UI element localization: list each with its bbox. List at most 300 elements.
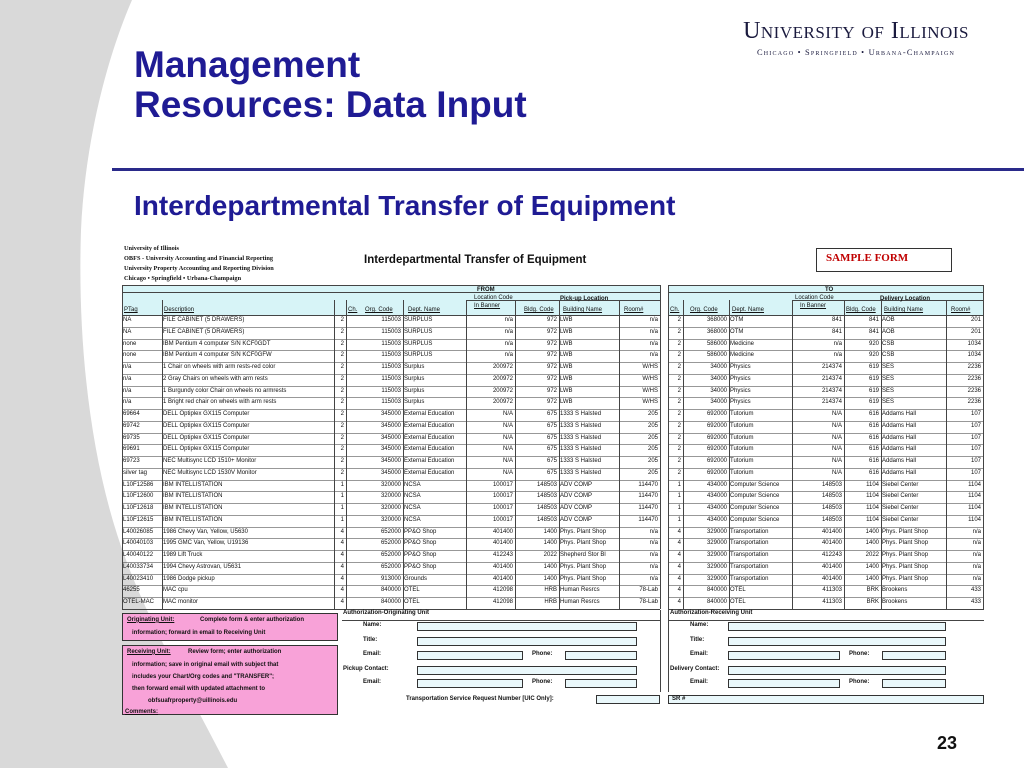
table-cell: 412243: [821, 552, 842, 558]
table-cell: 4: [340, 540, 344, 547]
table-cell: 1333 S Halsted: [560, 446, 602, 453]
table-cell: 2: [340, 399, 344, 406]
phone-label: Phone:: [532, 650, 553, 657]
receiving-instruction-text: includes your Chart/Org codes and "TRANSFER";: [132, 673, 275, 680]
table-cell: IBM Pentium 4 computer S/N KCF0GDT: [163, 340, 271, 347]
table-cell: 114470: [638, 493, 658, 500]
table-cell: 675: [546, 411, 557, 417]
table-cell: Addams Hall: [882, 411, 917, 417]
column-header-room: Room#: [951, 307, 971, 313]
table-cell: Tutorium: [730, 434, 754, 441]
table-cell: 4: [340, 563, 344, 570]
table-cell: 368000: [706, 317, 727, 323]
table-cell: n/a: [123, 387, 132, 394]
table-cell: SURPLUS: [404, 340, 433, 347]
table-cell: 2: [340, 434, 344, 441]
table-cell: 434000: [706, 493, 727, 500]
table-cell: 1: [340, 481, 344, 488]
page-number: 23: [937, 733, 958, 753]
org-line: University of Illinois: [124, 245, 179, 252]
table-cell: 107: [970, 411, 981, 417]
table-cell: HRB: [544, 587, 557, 594]
table-cell: 2: [677, 352, 681, 359]
table-cell: OTEL: [730, 587, 746, 594]
table-cell: 2: [340, 446, 344, 453]
table-cell: 972: [546, 387, 557, 394]
originating-instruction-label: Originating Unit:: [127, 616, 175, 623]
table-cell: N/A: [831, 469, 842, 476]
table-cell: 1333 S Halsted: [560, 469, 602, 476]
table-cell: 411303: [822, 599, 842, 605]
table-cell: 652000: [380, 563, 401, 570]
table-cell: 1 Bright red chair on wheels with arm rests: [163, 399, 277, 406]
column-header-ch: Ch.: [670, 307, 680, 313]
column-header-dept-name: Dept. Name: [732, 307, 765, 313]
frame-rule: [983, 285, 984, 609]
table-cell: IBM INTELLISTATION: [163, 516, 223, 523]
table-cell: 345000: [380, 422, 401, 429]
table-cell: External Education: [404, 446, 455, 453]
table-cell: n/a: [504, 340, 513, 347]
table-cell: 2236: [967, 399, 981, 406]
table-cell: 368000: [706, 328, 727, 335]
table-cell: 692000: [706, 422, 727, 429]
table-cell: n/a: [649, 340, 658, 347]
table-cell: 433: [970, 599, 981, 605]
table-cell: 972: [546, 364, 557, 370]
table-cell: 652000: [380, 552, 401, 558]
table-cell: Shepherd Stor Bl: [560, 552, 606, 558]
table-cell: N/A: [502, 446, 513, 453]
table-cell: 2236: [967, 387, 981, 394]
table-cell: n/a: [123, 375, 132, 382]
frame-rule: [660, 285, 661, 609]
table-cell: Phys. Plant Shop: [882, 528, 929, 535]
table-cell: 107: [970, 446, 981, 453]
table-cell: n/a: [649, 352, 658, 359]
table-cell: AOB: [882, 328, 895, 335]
name-label: Name:: [690, 621, 709, 628]
table-cell: 1: [677, 493, 681, 500]
table-cell: Transportation: [730, 563, 769, 570]
table-cell: 2: [677, 458, 681, 464]
table-cell: 1104: [866, 516, 879, 523]
table-cell: DELL Optiplex GX115 Computer: [163, 411, 250, 417]
table-cell: Phys. Plant Shop: [560, 528, 607, 535]
table-cell: SURPLUS: [404, 317, 433, 323]
table-cell: 411303: [822, 587, 842, 594]
table-cell: 4: [677, 563, 681, 570]
table-cell: 2: [677, 469, 681, 476]
table-cell: Phys. Plant Shop: [560, 575, 607, 582]
table-cell: 2: [340, 317, 344, 323]
section-rule: [668, 610, 669, 692]
table-cell: 401400: [821, 528, 842, 535]
table-cell: 345000: [380, 411, 401, 417]
table-cell: ADV COMP: [560, 481, 593, 488]
table-cell: 329000: [706, 563, 727, 570]
table-cell: 412243: [492, 552, 513, 558]
table-cell: 100017: [492, 505, 513, 511]
table-cell: LWB: [560, 317, 573, 323]
table-cell: 69735: [123, 434, 140, 441]
table-cell: W/HS: [642, 399, 658, 406]
table-cell: 148503: [821, 505, 842, 511]
phone-label: Phone:: [532, 678, 553, 685]
table-cell: NCSA: [404, 493, 421, 500]
table-cell: 100017: [492, 481, 513, 488]
column-header-room: Room#: [624, 307, 644, 313]
table-cell: n/a: [972, 563, 981, 570]
table-cell: 652000: [380, 540, 401, 547]
table-cell: 148503: [536, 505, 557, 511]
table-cell: 1: [677, 516, 681, 523]
table-cell: 4: [677, 540, 681, 547]
table-cell: PP&O Shop: [404, 552, 437, 558]
email-label: Email:: [363, 678, 382, 685]
table-cell: 100017: [492, 516, 513, 523]
table-cell: 2: [677, 411, 681, 417]
table-cell: 2: [340, 422, 344, 429]
table-cell: L40026085: [123, 528, 154, 535]
section-rule: [342, 620, 660, 621]
table-cell: NEC Multisync LCD 1510+ Monitor: [163, 458, 257, 464]
table-cell: Siebel Center: [882, 493, 919, 500]
table-cell: 4: [340, 599, 344, 605]
table-cell: Surplus: [404, 387, 425, 394]
email-label: Email:: [690, 650, 709, 657]
table-cell: n/a: [649, 528, 658, 535]
table-cell: OTEL: [404, 599, 420, 605]
column-header-org-code: Org. Code: [690, 307, 718, 313]
table-cell: 329000: [706, 575, 727, 582]
table-cell: L40033734: [123, 563, 154, 570]
section-rule: [660, 610, 661, 692]
table-cell: 1034: [967, 340, 981, 347]
table-rule: [122, 292, 660, 293]
org-line: OBFS - University Accounting and Financial Reporting: [124, 255, 274, 262]
table-cell: 1 Chair on wheels with arm rests-red color: [163, 364, 276, 370]
table-cell: Phys. Plant Shop: [560, 563, 607, 570]
table-cell: 692000: [706, 446, 727, 453]
table-cell: 619: [868, 375, 879, 382]
table-cell: 2: [340, 469, 344, 476]
table-cell: SURPLUS: [404, 328, 433, 335]
table-cell: 972: [546, 399, 557, 406]
table-cell: 2: [677, 446, 681, 453]
table-cell: BRK: [866, 587, 879, 594]
table-cell: 115003: [381, 317, 401, 323]
table-cell: 205: [647, 446, 658, 453]
table-cell: 675: [546, 434, 557, 441]
table-cell: ADV COMP: [560, 516, 593, 523]
table-cell: 1104: [968, 481, 981, 488]
table-cell: Surplus: [404, 364, 425, 370]
table-cell: 2: [677, 328, 681, 335]
table-cell: 2: [340, 352, 344, 359]
table-cell: 107: [970, 422, 981, 429]
table-cell: HRB: [544, 599, 557, 605]
table-cell: DELL Optiplex GX115 Computer: [163, 434, 250, 441]
table-cell: N/A: [502, 422, 513, 429]
table-cell: 2: [340, 328, 344, 335]
table-cell: 1400: [543, 575, 557, 582]
table-cell: Transportation: [730, 575, 769, 582]
table-cell: n/a: [649, 575, 658, 582]
table-cell: n/a: [649, 317, 658, 323]
from-group-label: FROM: [477, 287, 495, 293]
table-cell: 586000: [706, 352, 727, 359]
table-cell: n/a: [833, 352, 842, 359]
table-cell: DELL Optiplex GX115 Computer: [163, 446, 250, 453]
location-code-label: In Banner: [800, 303, 827, 309]
transport-request-field: [596, 695, 660, 704]
table-cell: Human Resrcs: [560, 587, 600, 594]
table-cell: Human Resrcs: [560, 599, 600, 605]
location-code-label: Location Code: [795, 295, 834, 301]
table-cell: N/A: [831, 446, 842, 453]
table-cell: NCSA: [404, 516, 421, 523]
table-cell: Surplus: [404, 375, 425, 382]
table-cell: n/a: [972, 528, 981, 535]
table-cell: 412098: [492, 587, 513, 594]
table-cell: CSB: [882, 340, 895, 347]
table-cell: 78-Lab: [639, 599, 658, 605]
sr-number-label: SR #: [672, 695, 686, 702]
table-cell: BRK: [866, 599, 879, 605]
university-name: University of Illinois: [743, 18, 969, 44]
table-cell: 1333 S Halsted: [560, 411, 602, 417]
table-cell: IBM INTELLISTATION: [163, 481, 223, 488]
table-cell: 675: [546, 446, 557, 453]
column-header-building-name: Building Name: [884, 307, 924, 313]
table-cell: 1400: [543, 563, 557, 570]
table-cell: 200972: [492, 375, 513, 382]
table-cell: 840000: [380, 587, 401, 594]
table-cell: 329000: [706, 540, 727, 547]
table-cell: 201: [970, 328, 981, 335]
originating-instruction-text: information; forward in email to Receiving Unit: [132, 629, 266, 636]
table-cell: LWB: [560, 328, 573, 335]
table-cell: 401400: [821, 540, 842, 547]
table-cell: 200972: [492, 387, 513, 394]
table-cell: Brookens: [882, 587, 908, 594]
table-cell: 1333 S Halsted: [560, 458, 602, 464]
table-cell: MAC monitor: [163, 599, 199, 605]
table-cell: L10F12618: [123, 505, 154, 511]
slide-subtitle: Interdepartmental Transfer of Equipment: [134, 190, 676, 221]
table-cell: 345000: [380, 446, 401, 453]
table-cell: 4: [340, 587, 344, 594]
table-cell: Computer Science: [730, 505, 780, 511]
table-cell: Medicine: [730, 352, 755, 359]
table-cell: External Education: [404, 411, 455, 417]
table-cell: PP&O Shop: [404, 540, 437, 547]
table-cell: OTEL-MAC: [123, 599, 155, 605]
table-cell: External Education: [404, 469, 455, 476]
table-cell: 1034: [967, 352, 981, 359]
location-code-label: Location Code: [474, 295, 513, 301]
name-field: [417, 622, 637, 631]
table-cell: Tutorium: [730, 458, 754, 464]
column-header-dept-name: Dept. Name: [408, 307, 441, 313]
table-cell: n/a: [649, 552, 658, 558]
table-cell: OTM: [730, 317, 744, 323]
table-cell: 115003: [381, 364, 401, 370]
table-cell: 205: [647, 434, 658, 441]
table-cell: N/A: [831, 458, 842, 464]
column-header-ch: Ch.: [348, 307, 358, 313]
table-cell: Brookens: [882, 599, 908, 605]
table-cell: LWB: [560, 375, 573, 382]
table-cell: 4: [677, 599, 681, 605]
table-cell: Transportation: [730, 552, 769, 558]
table-cell: N/A: [831, 411, 842, 417]
table-cell: LWB: [560, 387, 573, 394]
table-cell: 619: [868, 364, 879, 370]
table-cell: 34000: [710, 399, 727, 406]
table-cell: 2022: [865, 552, 879, 558]
table-cell: 69742: [123, 422, 140, 429]
table-cell: 320000: [380, 505, 401, 511]
table-cell: ADV COMP: [560, 493, 593, 500]
table-cell: 2: [677, 387, 681, 394]
table-cell: Physics: [730, 399, 751, 406]
table-cell: 616: [868, 458, 879, 464]
table-cell: 148503: [821, 481, 842, 488]
table-cell: 2: [340, 375, 344, 382]
table-cell: Medicine: [730, 340, 755, 347]
table-cell: 200972: [492, 399, 513, 406]
table-cell: Addams Hall: [882, 422, 917, 429]
table-cell: 675: [546, 469, 557, 476]
table-cell: Tutorium: [730, 469, 754, 476]
table-cell: 1104: [866, 481, 879, 488]
table-cell: L10F12600: [123, 493, 154, 500]
table-cell: Computer Science: [730, 516, 780, 523]
table-cell: OTEL: [404, 587, 420, 594]
table-cell: 329000: [706, 552, 727, 558]
table-cell: 4: [677, 575, 681, 582]
table-cell: 692000: [706, 458, 727, 464]
table-rule: [122, 285, 660, 286]
table-cell: NA: [123, 328, 132, 335]
receiving-instruction-text: obfsuafrproperty@uillinois.edu: [148, 697, 238, 704]
table-cell: Tutorium: [730, 411, 754, 417]
table-cell: 46255: [123, 587, 140, 594]
delivery-contact-field: [728, 666, 946, 675]
table-cell: 920: [868, 340, 879, 347]
table-cell: External Education: [404, 422, 455, 429]
table-cell: 616: [868, 411, 879, 417]
table-cell: n/a: [123, 399, 132, 406]
table-cell: N/A: [502, 458, 513, 464]
table-cell: 214374: [821, 387, 842, 394]
table-cell: n/a: [649, 563, 658, 570]
pickup-location-label: Pick-up Location: [560, 296, 609, 302]
table-cell: 412098: [492, 599, 513, 605]
table-cell: IBM Pentium 4 computer S/N KCF0GFW: [163, 352, 272, 359]
table-cell: 2: [340, 364, 344, 370]
table-cell: 4: [677, 528, 681, 535]
table-cell: 148503: [536, 481, 557, 488]
table-cell: 34000: [710, 387, 727, 394]
table-cell: n/a: [972, 575, 981, 582]
table-cell: NCSA: [404, 505, 421, 511]
table-cell: 840000: [706, 599, 727, 605]
table-cell: 1400: [543, 528, 557, 535]
table-cell: Tutorium: [730, 446, 754, 453]
table-cell: Addams Hall: [882, 446, 917, 453]
table-cell: 652000: [380, 528, 401, 535]
email-label: Email:: [363, 650, 382, 657]
authorization-originating-title: Authorization-Originating Unit: [343, 609, 429, 616]
table-cell: 401400: [821, 575, 842, 582]
column-header-building-name: Building Name: [563, 307, 603, 313]
name-label: Name:: [363, 621, 382, 628]
table-cell: 115003: [381, 399, 401, 406]
table-cell: 434000: [706, 505, 727, 511]
table-cell: Tutorium: [730, 422, 754, 429]
table-cell: 107: [970, 458, 981, 464]
table-cell: 1994 Chevy Astrovan, U5631: [163, 563, 242, 570]
column-header-org-code: Org. Code: [365, 307, 393, 313]
table-cell: IBM INTELLISTATION: [163, 505, 223, 511]
table-cell: 2: [340, 411, 344, 417]
table-cell: 1333 S Halsted: [560, 422, 602, 429]
table-cell: 616: [868, 422, 879, 429]
table-cell: 2: [677, 364, 681, 370]
table-cell: Physics: [730, 375, 751, 382]
table-cell: n/a: [972, 552, 981, 558]
transfer-form-image: [122, 244, 986, 730]
table-cell: 675: [546, 458, 557, 464]
slide-title: [134, 45, 527, 125]
table-cell: 34000: [710, 375, 727, 382]
table-cell: 115003: [381, 387, 401, 394]
table-cell: 4: [340, 575, 344, 582]
table-cell: N/A: [831, 434, 842, 441]
table-cell: 675: [546, 422, 557, 429]
table-cell: 616: [868, 446, 879, 453]
table-cell: 433: [970, 587, 981, 594]
phone-field: [565, 651, 637, 660]
table-cell: 148503: [536, 516, 557, 523]
table-cell: n/a: [649, 540, 658, 547]
pickup-contact-field: [417, 666, 637, 675]
table-cell: 1995 GMC Van, Yellow, U19136: [163, 540, 249, 547]
table-cell: IBM INTELLISTATION: [163, 493, 223, 500]
table-cell: 692000: [706, 411, 727, 417]
table-cell: L40023410: [123, 575, 154, 582]
table-cell: 115003: [381, 328, 401, 335]
table-cell: 1: [340, 505, 344, 511]
table-cell: ADV COMP: [560, 505, 593, 511]
table-cell: n/a: [504, 352, 513, 359]
table-cell: 841: [868, 328, 879, 335]
table-cell: 619: [868, 399, 879, 406]
university-logo: [726, 18, 986, 60]
table-cell: 2236: [967, 364, 981, 370]
table-cell: Phys. Plant Shop: [560, 540, 607, 547]
table-cell: FILE CABINET (5 DRAWERS): [163, 328, 245, 335]
table-cell: MAC cpu: [163, 587, 188, 594]
table-cell: 114470: [638, 481, 658, 488]
table-cell: n/a: [504, 328, 513, 335]
sample-form-label: SAMPLE FORM: [816, 248, 952, 272]
table-cell: 972: [546, 328, 557, 335]
table-cell: 401400: [492, 563, 513, 570]
